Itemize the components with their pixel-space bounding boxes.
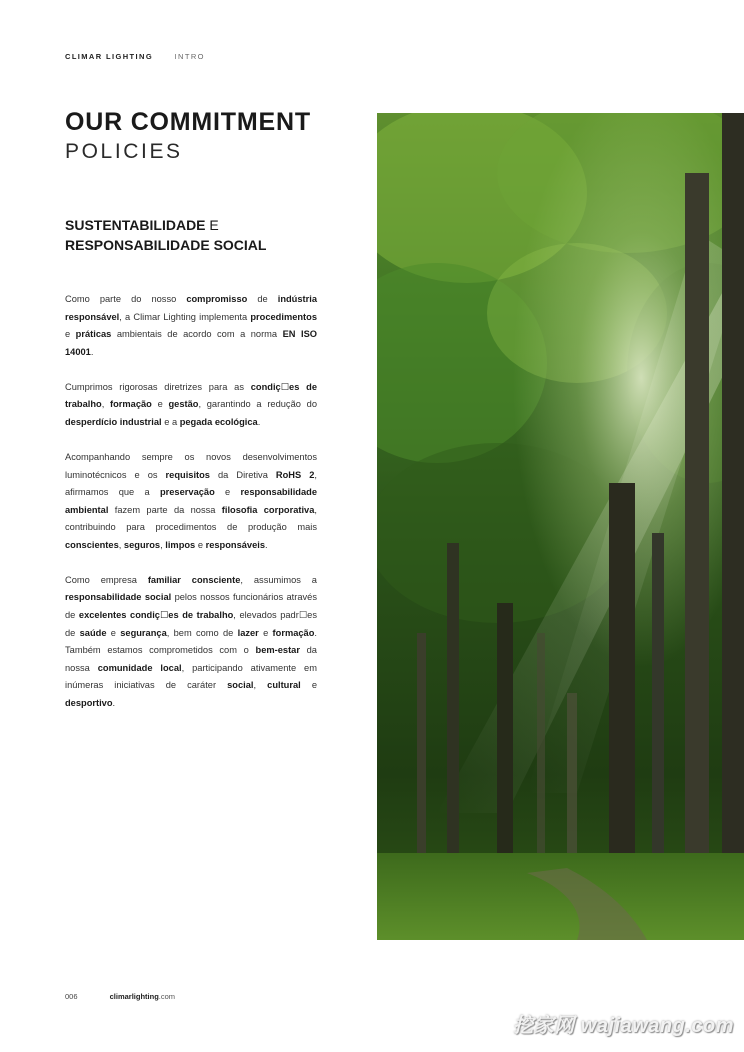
emphasized-text: condiç☐es de trabalho [65, 381, 317, 410]
text-run: , [101, 399, 110, 410]
text-run: , elevados padr☐es de [65, 610, 317, 638]
text-run: e a [161, 416, 180, 427]
website-tld: .com [158, 992, 176, 1001]
body-paragraph [65, 449, 317, 555]
emphasized-text: lazer [237, 627, 259, 638]
text-run: , participando ativamente em inúmeras iniciativas de caráter [65, 662, 317, 691]
text-run: e [151, 399, 169, 410]
emphasized-text: excelentes condiç☐es de trabalho [78, 610, 234, 621]
emphasized-text: pegada ecológica [179, 416, 258, 427]
emphasized-text: compromisso [186, 294, 248, 304]
emphasized-text: responsabilidade social [65, 592, 172, 603]
emphasized-text: EN ISO 14001 [65, 329, 317, 357]
watermark: 挖家网 wajiawang.com [513, 1015, 734, 1037]
body-paragraph [65, 291, 317, 361]
body-paragraph [65, 572, 317, 713]
emphasized-text: responsabilidade ambiental [65, 487, 317, 515]
page-number: 006 [65, 992, 78, 1001]
emphasized-text: social [227, 680, 254, 691]
emphasized-text: preservação [159, 487, 215, 498]
text-run: , afirmamos que a [65, 469, 317, 498]
text-run: , [160, 539, 166, 550]
emphasized-text: formação [272, 627, 315, 638]
website-link [110, 992, 175, 1001]
emphasized-text: desportivo [65, 698, 113, 709]
website-name: climarlighting [109, 992, 159, 1001]
text-run: , [253, 680, 268, 691]
body-paragraph [65, 379, 317, 432]
text-run: . Também estamos comprometidos com o [65, 627, 317, 656]
subtitle-part-1: SUSTENTABILIDADE [65, 217, 206, 233]
text-run: de [247, 294, 278, 304]
emphasized-text: limpos [165, 539, 196, 550]
body-text [65, 291, 317, 730]
emphasized-text: formação [110, 399, 152, 410]
emphasized-text: conscientes [65, 539, 119, 550]
section-name: INTRO [174, 52, 205, 61]
text-run: . [265, 539, 268, 550]
emphasized-text: familiar consciente [147, 574, 241, 585]
text-run: , [118, 539, 124, 550]
emphasized-text: indústria responsável [65, 294, 317, 322]
text-run: e [258, 627, 273, 638]
text-run: da Diretiva [209, 469, 276, 480]
emphasized-text: cultural [267, 680, 301, 691]
text-run: e [300, 680, 317, 691]
text-run: , contribuindo para procedimentos de produção mais [65, 504, 317, 533]
text-run: Como parte do nosso [65, 294, 187, 304]
emphasized-text: procedimentos [250, 311, 317, 322]
title-line-2: POLICIES [65, 140, 183, 163]
running-header [65, 52, 205, 61]
subtitle-conjunction: E [205, 217, 219, 233]
emphasized-text: responsáveis [205, 539, 266, 550]
emphasized-text: saúde [79, 627, 107, 638]
text-run: pelos nossos funcionários através de [65, 592, 317, 621]
emphasized-text: bem-estar [255, 645, 300, 656]
subtitle-part-2: RESPONSABILIDADE SOCIAL [65, 237, 267, 253]
text-run: Como empresa [65, 574, 148, 585]
text-run: e [65, 329, 76, 340]
section-subtitle [65, 215, 266, 255]
text-run: e [195, 539, 206, 550]
text-run: , garantindo a redução do [198, 399, 317, 410]
text-run: ambientais de acordo com a norma [111, 329, 283, 340]
emphasized-text: requisitos [165, 469, 210, 480]
brand-name: CLIMAR LIGHTING [65, 52, 154, 61]
text-run: Cumprimos rigorosas diretrizes para as [65, 381, 251, 392]
text-run: e [106, 627, 121, 638]
emphasized-text: práticas [75, 329, 112, 340]
text-run: . [90, 346, 94, 357]
page-footer [65, 992, 175, 1001]
title-line-1: OUR COMMITMENT [65, 108, 311, 136]
page-title [65, 107, 311, 167]
text-run: Acompanhando sempre os novos desenvolvimentos luminotécnicos e os [65, 451, 317, 480]
emphasized-text: gestão [168, 399, 199, 410]
text-run: fazem parte da nossa [108, 504, 222, 515]
emphasized-text: seguros [123, 539, 161, 550]
emphasized-text: desperdício industrial [65, 416, 162, 427]
text-run: , a Climar Lighting implementa [119, 311, 251, 322]
text-run: , bem como de [166, 627, 238, 638]
emphasized-text: segurança [120, 627, 167, 638]
emphasized-text: RoHS 2 [275, 469, 315, 480]
emphasized-text: filosofia corporativa [221, 504, 315, 515]
forest-photo [377, 113, 744, 940]
text-run: e [214, 487, 241, 498]
text-run: . [112, 698, 116, 709]
emphasized-text: comunidade local [97, 662, 182, 673]
text-run: , assumimos a [240, 574, 317, 585]
text-run: da nossa [65, 645, 317, 673]
text-run: . [257, 416, 261, 427]
